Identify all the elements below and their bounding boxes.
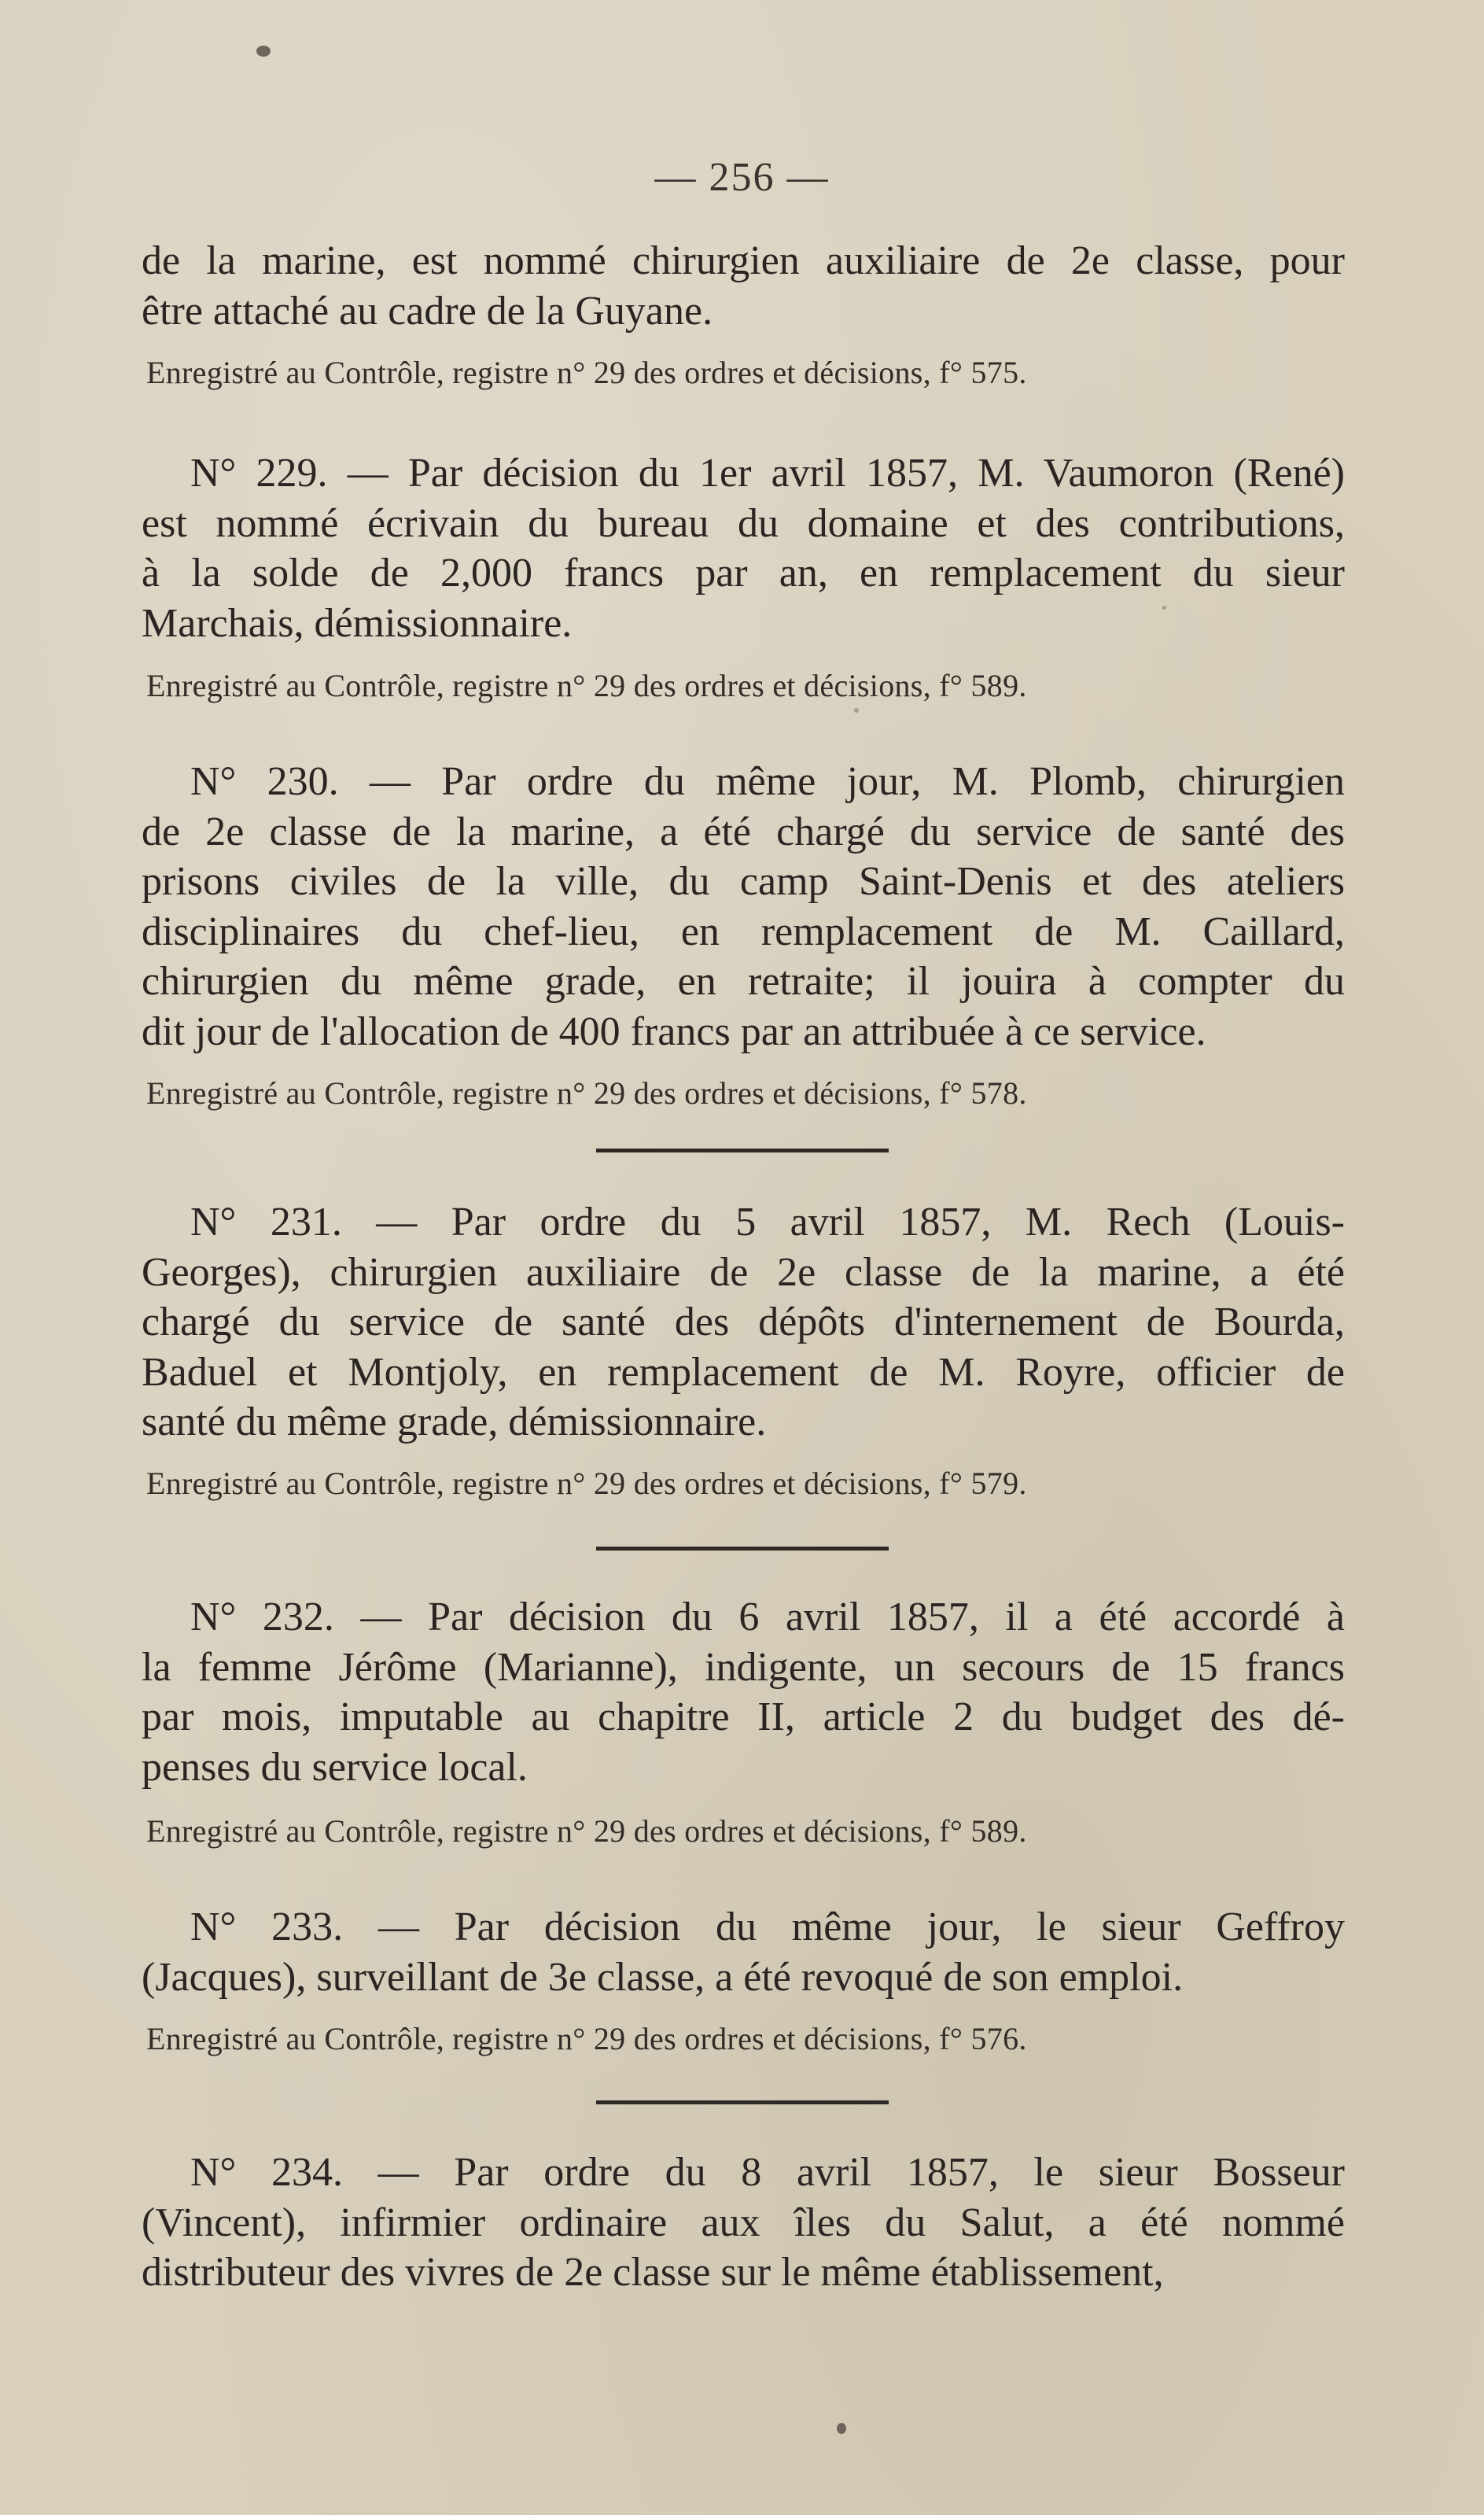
text-line: de 2e classe de la marine, a été chargé du service de santé des: [142, 809, 1345, 854]
text-line: est nommé écrivain du bureau du domaine et des contributions,: [142, 500, 1345, 546]
section-separator: [596, 2100, 889, 2104]
registration-note: Enregistré au Contrôle, registre n° 29 des ordres et décisions, f° 589.: [146, 1813, 1027, 1849]
text-line: N° 230. — Par ordre du même jour, M. Plomb, chirurgien: [190, 759, 1345, 804]
text-line: (Vincent), infirmier ordinaire aux îles du Salut, a été nommé: [142, 2200, 1345, 2245]
text-line: distributeur des vivres de 2e classe sur le même établissement,: [142, 2250, 1164, 2295]
text-line: N° 233. — Par décision du même jour, le sieur Geffroy: [190, 1905, 1345, 1949]
text-line: la femme Jérôme (Marianne), indigente, un secours de 15 francs: [142, 1644, 1345, 1690]
text-line: N° 231. — Par ordre du 5 avril 1857, M. Rech (Louis-: [190, 1200, 1345, 1245]
text-line: chirurgien du même grade, en retraite; il jouira à compter du: [142, 959, 1345, 1004]
paper-speck: [1162, 606, 1166, 610]
paper-speck: [256, 46, 271, 57]
registration-note: Enregistré au Contrôle, registre n° 29 des ordres et décisions, f° 589.: [146, 668, 1027, 703]
text-line: Marchais, démissionnaire.: [142, 600, 573, 646]
text-line: penses du service local.: [142, 1744, 528, 1790]
section-separator: [596, 1149, 889, 1152]
text-line: être attaché au cadre de la Guyane.: [142, 288, 713, 334]
entry-231: [142, 1197, 1345, 1447]
entry-232: [142, 1592, 1345, 1792]
entry-234: [142, 2148, 1345, 2298]
registration-note: Enregistré au Contrôle, registre n° 29 des ordres et décisions, f° 575.: [146, 355, 1027, 390]
registration-note: Enregistré au Contrôle, registre n° 29 des ordres et décisions, f° 576.: [146, 2021, 1027, 2056]
paper-speck: [837, 2423, 846, 2434]
text-line: à la solde de 2,000 francs par an, en remplacement du sieur: [142, 551, 1345, 596]
text-line: par mois, imputable au chapitre II, article 2 du budget des dé-: [142, 1694, 1345, 1739]
text-line: de la marine, est nommé chirurgien auxiliaire de 2e classe, pour: [142, 238, 1345, 283]
text-line: N° 229. — Par décision du 1er avril 1857, M. Vaumoron (René): [190, 451, 1345, 496]
text-line: (Jacques), surveillant de 3e classe, a été revoqué de son emploi.: [142, 1954, 1184, 2000]
text-line: chargé du service de santé des dépôts d'internement de Bourda,: [142, 1300, 1345, 1344]
text-line: N° 234. — Par ordre du 8 avril 1857, le sieur Bosseur: [190, 2150, 1345, 2195]
section-separator: [596, 1547, 889, 1551]
page-number: — 256 —: [654, 155, 830, 200]
entry-233: [142, 1902, 1345, 2002]
paper-speck: [854, 708, 859, 713]
registration-note: Enregistré au Contrôle, registre n° 29 des ordres et décisions, f° 578.: [146, 1075, 1027, 1111]
continuation-paragraph: [142, 236, 1345, 336]
text-line: disciplinaires du chef-lieu, en remplacement de M. Caillard,: [142, 909, 1345, 954]
text-line: dit jour de l'allocation de 400 francs par an attribuée à ce service.: [142, 1009, 1206, 1054]
entry-229: [142, 448, 1345, 648]
text-line: santé du même grade, démissionnaire.: [142, 1399, 767, 1444]
text-line: prisons civiles de la ville, du camp Saint-Denis et des ateliers: [142, 859, 1345, 904]
registration-note: Enregistré au Contrôle, registre n° 29 des ordres et décisions, f° 579.: [146, 1466, 1027, 1501]
text-line: Baduel et Montjoly, en remplacement de M. Royre, officier de: [142, 1349, 1345, 1395]
entry-230: [142, 757, 1345, 1057]
text-line: Georges), chirurgien auxiliaire de 2e classe de la marine, a été: [142, 1249, 1345, 1295]
text-line: N° 232. — Par décision du 6 avril 1857, il a été accordé à: [190, 1595, 1345, 1639]
